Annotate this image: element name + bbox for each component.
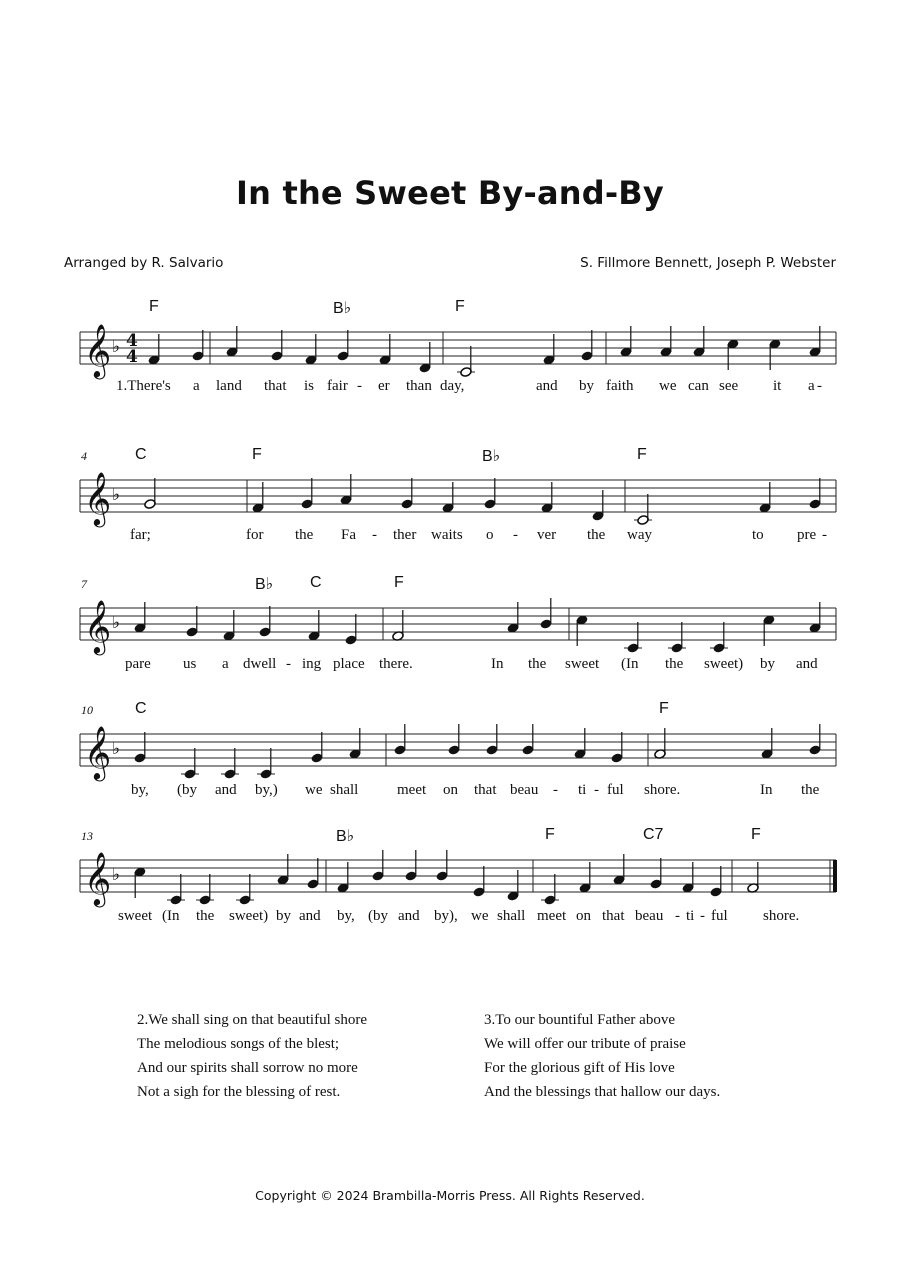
verse-line: The melodious songs of the blest; — [137, 1036, 340, 1052]
chord-symbol: F — [659, 700, 669, 717]
measure-number: 4 — [81, 449, 87, 463]
measure-number: 13 — [81, 829, 93, 843]
lyric-syllable: meet — [397, 782, 427, 798]
lyric-syllable: ful — [711, 908, 728, 924]
chord-symbol: C7 — [643, 826, 664, 843]
lyric-syllable: see — [719, 378, 739, 394]
lyric-syllable: 1.There's — [116, 378, 171, 394]
chord-symbol: F — [455, 298, 465, 315]
final-barline — [833, 860, 837, 892]
lyric-hyphen: - — [594, 782, 599, 798]
copyright-notice: Copyright © 2024 Brambilla-Morris Press. All Rights Reserved. — [255, 1188, 645, 1203]
lyric-syllable: it — [773, 378, 782, 394]
treble-clef-icon: 𝄞 — [84, 851, 112, 905]
lyric-syllable: (In — [621, 656, 639, 672]
lyric-syllable: far; — [130, 527, 151, 543]
treble-clef-icon: 𝄞 — [84, 471, 112, 525]
verse-line: And the blessings that hallow our days. — [484, 1084, 721, 1100]
time-signature: 4 — [126, 347, 138, 367]
lyric-syllable: we — [305, 782, 323, 798]
chord-symbol: C — [310, 574, 322, 591]
lyric-syllable: beau — [635, 908, 664, 924]
lyric-syllable: that — [474, 782, 497, 798]
lyric-hyphen: - — [553, 782, 558, 798]
lyric-syllable: we — [471, 908, 489, 924]
lyric-syllable: that — [602, 908, 625, 924]
lyric-syllable: we — [659, 378, 677, 394]
lyric-syllable: to — [752, 527, 764, 543]
verse-3 — [484, 1008, 720, 1104]
lyric-syllable: sweet) — [229, 908, 269, 924]
lyric-syllable: the — [295, 527, 314, 543]
chord-symbol: F — [637, 446, 647, 463]
lyric-hyphen: - — [513, 527, 518, 543]
lyric-syllable: beau — [510, 782, 539, 798]
composer-credit: S. Fillmore Bennett, Joseph P. Webster — [580, 255, 836, 271]
arranger-credit: Arranged by R. Salvario — [64, 255, 224, 271]
lyric-syllable: and — [398, 908, 420, 924]
chord-symbol: C — [135, 446, 147, 463]
lyric-hyphen: - — [372, 527, 377, 543]
chord-symbol: F — [252, 446, 262, 463]
lyric-syllable: us — [183, 656, 197, 672]
lyric-syllable: for — [246, 527, 264, 543]
lyric-syllable: o — [486, 527, 494, 543]
lyric-syllable: day, — [440, 378, 465, 394]
lyric-syllable: way — [627, 527, 652, 543]
lyric-syllable: shall — [497, 908, 526, 924]
lyric-syllable: pare — [125, 656, 151, 672]
lyric-syllable: the — [665, 656, 684, 672]
lyric-hyphen: - — [822, 527, 827, 543]
music-system-1 — [0, 296, 900, 406]
lyric-syllable: sweet — [565, 656, 600, 672]
verse-line: And our spirits shall sorrow no more — [137, 1060, 358, 1076]
lyric-syllable: a — [222, 656, 229, 672]
flat-icon: ♭ — [112, 613, 121, 633]
lyric-syllable: and — [796, 656, 818, 672]
lyric-syllable: there. — [379, 656, 413, 672]
chord-symbol: B♭ — [482, 448, 501, 465]
treble-clef-icon: 𝄞 — [84, 599, 112, 653]
lyric-syllable: by — [760, 656, 775, 672]
lyric-syllable: ti — [578, 782, 587, 798]
lyric-syllable: dwell — [243, 656, 277, 672]
lyric-syllable: sweet) — [704, 656, 744, 672]
lyric-syllable: that — [264, 378, 287, 394]
chord-symbol: C — [135, 700, 147, 717]
flat-icon: ♭ — [112, 337, 121, 357]
lyric-syllable: pre — [797, 527, 817, 543]
verse-line: Not a sigh for the blessing of rest. — [137, 1084, 341, 1100]
lyric-syllable: by — [579, 378, 594, 394]
lyric-syllable: In — [491, 656, 504, 672]
flat-icon: ♭ — [112, 865, 121, 885]
treble-clef-icon: 𝄞 — [84, 323, 112, 377]
lyric-hyphen: - — [675, 908, 680, 924]
flat-icon: ♭ — [112, 485, 121, 505]
verse-line: 3.To our bountiful Father above — [484, 1012, 675, 1028]
lyric-syllable: er — [378, 378, 390, 394]
verse-line: For the glorious gift of His love — [484, 1060, 675, 1076]
measure-number: 10 — [81, 703, 93, 717]
lyric-syllable: sweet — [118, 908, 153, 924]
verse-line: 2.We shall sing on that beautiful shore — [137, 1012, 367, 1028]
verse-2 — [137, 1008, 367, 1104]
lyric-hyphen: - — [817, 378, 822, 394]
lyric-syllable: shall — [330, 782, 359, 798]
lyric-syllable: by,) — [255, 782, 278, 798]
lyric-syllable: the — [528, 656, 547, 672]
lyric-syllable: meet — [537, 908, 567, 924]
chord-symbol: F — [149, 298, 159, 315]
lyric-syllable: a — [193, 378, 200, 394]
verse-line: We will offer our tribute of praise — [484, 1036, 686, 1052]
lyric-syllable: (by — [177, 782, 197, 798]
lyric-syllable: and — [215, 782, 237, 798]
music-system-5 — [0, 824, 900, 934]
lyric-syllable: on — [443, 782, 458, 798]
lyric-syllable: and — [299, 908, 321, 924]
lyric-syllable: by, — [131, 782, 149, 798]
music-system-4 — [0, 698, 900, 808]
lyric-syllable: ti — [686, 908, 695, 924]
lyric-syllable: ing — [302, 656, 322, 672]
lyric-hyphen: - — [286, 656, 291, 672]
music-system-3 — [0, 572, 900, 682]
lyric-syllable: a — [808, 378, 815, 394]
lyric-syllable: ver — [537, 527, 557, 543]
chord-symbol: B♭ — [333, 300, 352, 317]
lyric-syllable: the — [587, 527, 606, 543]
lyric-syllable: (In — [162, 908, 180, 924]
lyric-syllable: by), — [434, 908, 458, 924]
lyric-hyphen: - — [357, 378, 362, 394]
measure-number: 7 — [81, 577, 87, 591]
lyric-syllable: place — [333, 656, 365, 672]
lyric-syllable: land — [216, 378, 242, 394]
lyric-syllable: ful — [607, 782, 624, 798]
lyric-syllable: In — [760, 782, 773, 798]
lyric-syllable: faith — [606, 378, 634, 394]
lyric-syllable: and — [536, 378, 558, 394]
lyric-syllable: by — [276, 908, 291, 924]
chord-symbol: B♭ — [255, 576, 274, 593]
lyric-syllable: waits — [431, 527, 463, 543]
lyric-syllable: Fa — [341, 527, 356, 543]
lyric-syllable: shore. — [644, 782, 681, 798]
lyric-syllable: (by — [368, 908, 388, 924]
lyric-syllable: ther — [393, 527, 417, 543]
lyric-syllable: on — [576, 908, 591, 924]
lyric-syllable: shore. — [763, 908, 800, 924]
lyric-syllable: the — [801, 782, 820, 798]
lyric-syllable: the — [196, 908, 215, 924]
chord-symbol: F — [394, 574, 404, 591]
lyric-syllable: than — [406, 378, 432, 394]
chord-symbol: B♭ — [336, 828, 355, 845]
chord-symbol: F — [751, 826, 761, 843]
song-title: In the Sweet By-and-By — [236, 174, 664, 212]
time-signature: 4 — [126, 331, 138, 351]
lyric-hyphen: - — [700, 908, 705, 924]
lyric-syllable: can — [688, 378, 709, 394]
chord-symbol: F — [545, 826, 555, 843]
lyric-syllable: is — [304, 378, 315, 394]
lyric-syllable: by, — [337, 908, 355, 924]
flat-icon: ♭ — [112, 739, 121, 759]
music-system-2 — [0, 444, 900, 554]
treble-clef-icon: 𝄞 — [84, 725, 112, 779]
lyric-syllable: fair — [327, 378, 348, 394]
